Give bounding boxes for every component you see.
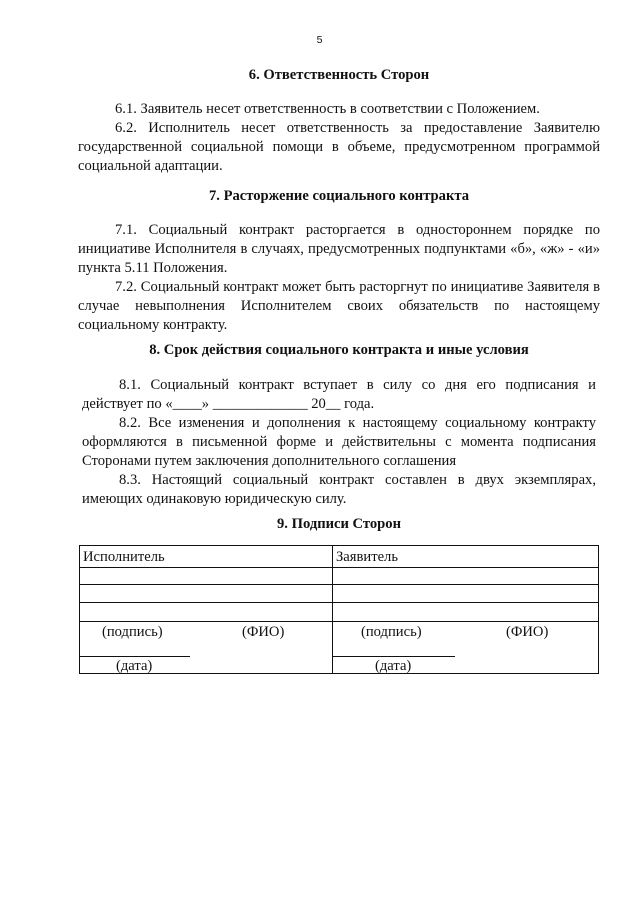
signature-table <box>79 545 599 674</box>
applicant-row-divider-3 <box>333 602 599 603</box>
page-number: 5 <box>316 34 323 46</box>
executor-date-label: (дата) <box>116 658 153 674</box>
applicant-row-divider-2 <box>333 584 599 585</box>
executor-row-divider-2 <box>80 584 332 585</box>
section-6-paragraph-1: 6.1. Заявитель несет ответственность в соответствии с Положением. <box>115 101 540 117</box>
applicant-row-divider-1 <box>333 567 599 568</box>
section-7-paragraph-2: 7.2. Социальный контракт может быть расторгнут по инициативе Заявителя в случае невыполнения Исполнителем своих обязательств по настоящему социальному контракту. <box>78 279 600 333</box>
applicant-column <box>332 546 599 673</box>
section-6-paragraph-2: 6.2. Исполнитель несет ответственность за предоставление Заявителю государственной социальной помощи в объеме, предусмотренном программой социальной адаптации. <box>78 120 600 174</box>
section-8-heading: 8. Срок действия социального контракта и иные условия <box>149 342 529 358</box>
executor-title: Исполнитель <box>83 549 165 565</box>
executor-column <box>80 546 332 673</box>
executor-signature-label: (подпись) <box>102 624 163 640</box>
applicant-signature-label: (подпись) <box>361 624 422 640</box>
executor-row-divider-4 <box>80 621 332 622</box>
section-9-heading: 9. Подписи Сторон <box>277 516 401 532</box>
section-7-heading: 7. Расторжение социального контракта <box>208 188 470 204</box>
executor-row-divider-1 <box>80 567 332 568</box>
applicant-row-divider-4 <box>333 621 599 622</box>
section-7-paragraph-1: 7.1. Социальный контракт расторгается в одностороннем порядке по инициативе Исполнителя в случаях, предусмотренных подпунктами «б», «ж» - «и» пункта 5.11 Положения. <box>78 222 600 276</box>
applicant-name-label: (ФИО) <box>506 624 549 640</box>
applicant-title: Заявитель <box>336 549 398 565</box>
applicant-date-label: (дата) <box>375 658 412 674</box>
section-8-paragraph-1: 8.1. Социальный контракт вступает в силу со дня его подписания и действует по «____» _____________ 20__ года. <box>82 377 596 412</box>
executor-row-divider-3 <box>80 602 332 603</box>
executor-name-label: (ФИО) <box>242 624 285 640</box>
section-8-paragraph-3: 8.3. Настоящий социальный контракт составлен в двух экземплярах, имеющих одинаковую юридическую силу. <box>82 472 596 507</box>
section-6-heading: 6. Ответственность Сторон <box>248 67 430 83</box>
section-8-paragraph-2: 8.2. Все изменения и дополнения к настоящему социальному контракту оформляются в письменной форме и действительны с момента подписания Сторонами путем заключения дополнительного соглашения <box>82 415 596 469</box>
